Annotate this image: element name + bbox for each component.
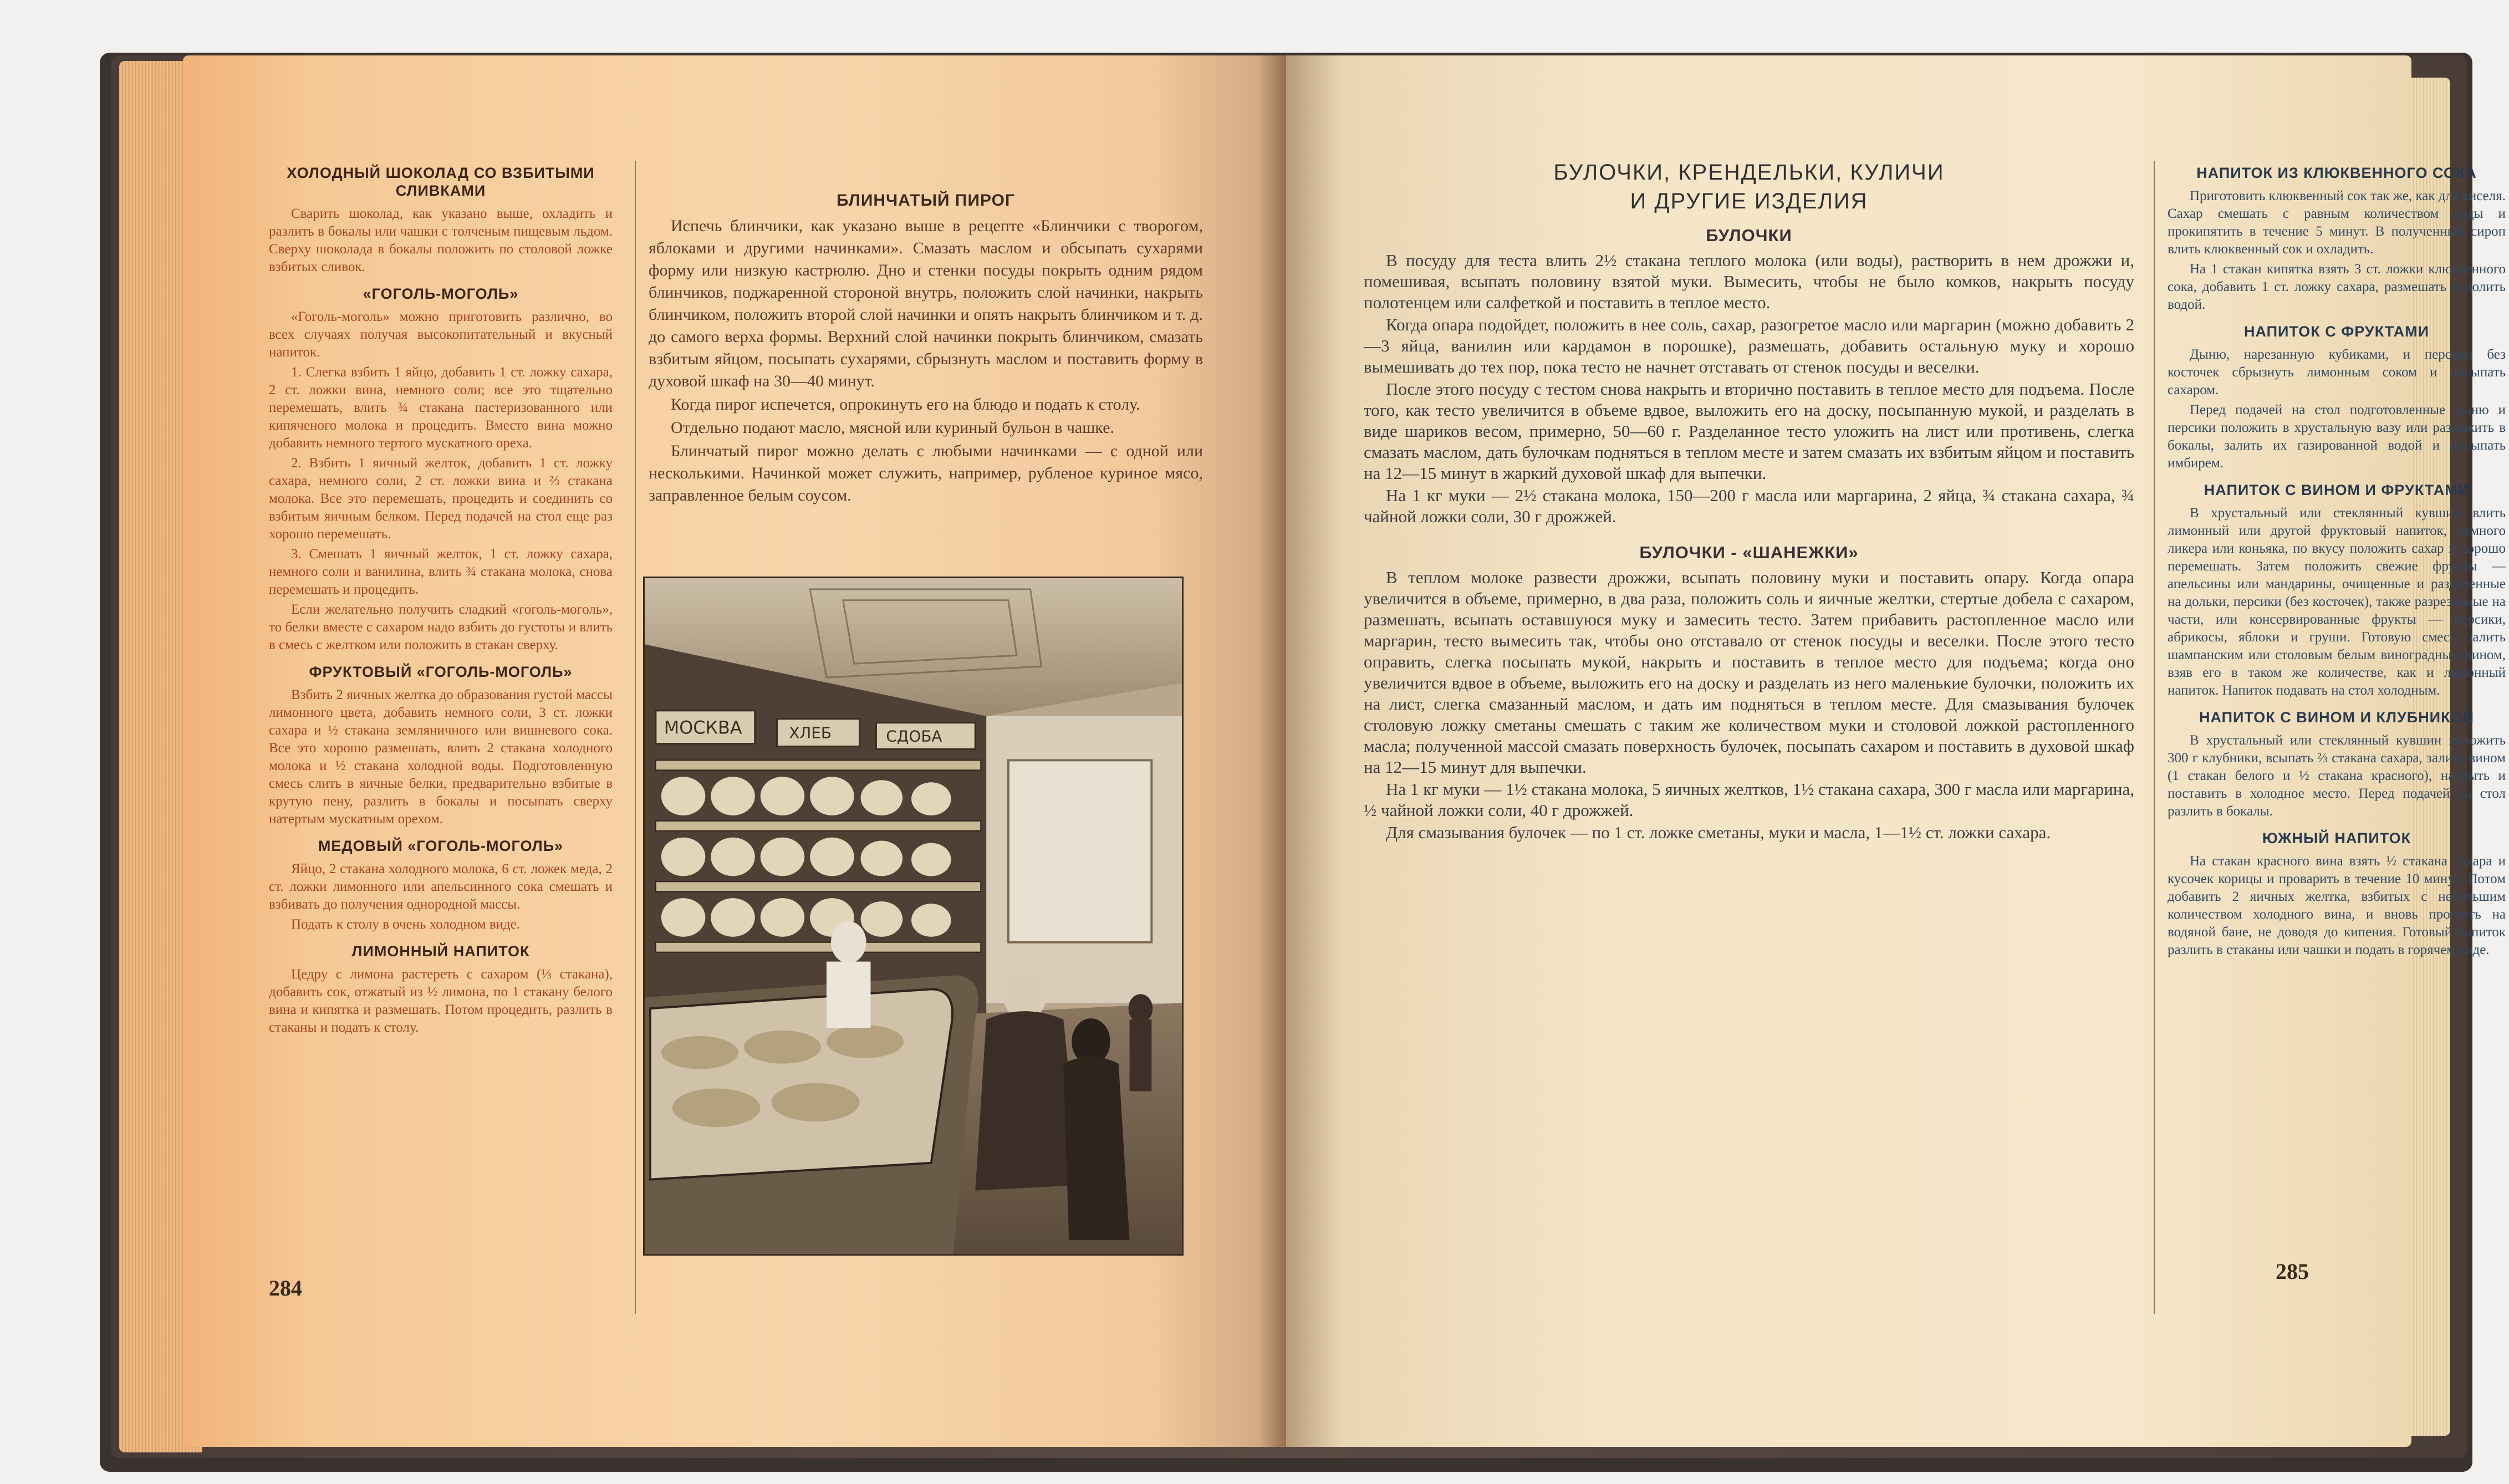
section-cold-chocolate bbox=[269, 164, 613, 276]
section-fruit-gogol-mogol bbox=[269, 663, 613, 828]
paragraph: 3. Смешать 1 яичный желток, 1 ст. ложку сахара, немного соли и ванилина, влить ¾ стакана молока, снова перемешать и процедить. bbox=[269, 547, 613, 597]
left-page-column-1 bbox=[269, 155, 613, 1039]
page-number-right: 285 bbox=[2276, 1259, 2309, 1284]
section-title: НАПИТОК С ВИНОМ И КЛУБНИКОЙ bbox=[2199, 709, 2474, 726]
paragraph: Блинчатый пирог можно делать с любыми начинками — с одной или несколькими. Начинкой может служить, например, рубленое куриное мясо, заправленное белым соусом. bbox=[649, 442, 1203, 504]
section-title: ФРУКТОВЫЙ «ГОГОЛЬ-МОГОЛЬ» bbox=[309, 664, 573, 680]
column-divider bbox=[635, 161, 636, 1314]
page-number-left: 284 bbox=[269, 1276, 302, 1301]
paragraph: В хрустальный или стеклянный кувшин положить 300 г клубники, всыпать ⅔ стакана сахара, залить вином (1 стакан белого и ½ стакана красного), накрыть и поставить в холодное место. Перед подачей на стол разлить в бокалы. bbox=[2168, 733, 2506, 819]
paragraph: Взбить 2 яичных желтка до образования густой массы лимонного цвета, добавить немного соли, 3 ст. ложки сахара и ½ стакана земляничного или вишневого сока. Все это хорошо размешать, влить 2 стакана холодного молока и ½ стакана холодной воды. Подготовленную смесь слить в яичные белки, предварительно взбитые в крутую пену, разлить в бокалы и посыпать сверху натертым мускатным орехом. bbox=[269, 687, 613, 827]
section-title: ЮЖНЫЙ НАПИТОК bbox=[2262, 830, 2411, 846]
bakery-photo bbox=[643, 577, 1184, 1256]
paragraph: Приготовить клюквенный сок так же, как для киселя. Сахар смешать с равным количеством воды и прокипятить в течение 5 минут. В полученный сироп влить клюквенный сок и охладить. bbox=[2168, 188, 2506, 257]
section-title: НАПИТОК С ВИНОМ И ФРУКТАМИ bbox=[2204, 482, 2470, 498]
right-page-main-column bbox=[1364, 158, 2134, 844]
paragraph: «Гоголь-моголь» можно приготовить различно, во всех случаях получая высокопитательный и вкусный напиток. bbox=[269, 309, 613, 360]
photo-sign-right: СДОБА bbox=[886, 727, 942, 746]
section-cranberry-drink bbox=[2168, 164, 2506, 314]
section-wine-fruit-drink bbox=[2168, 481, 2506, 700]
section-shanezhki bbox=[1364, 544, 2134, 843]
section-title: ХОЛОДНЫЙ ШОКОЛАД СО ВЗБИТЫМИ СЛИВКАМИ bbox=[287, 165, 595, 199]
chapter-title-line-1: БУЛОЧКИ, КРЕНДЕЛЬКИ, КУЛИЧИ bbox=[1553, 160, 1945, 185]
section-title: БУЛОЧКИ bbox=[1706, 226, 1792, 245]
section-title: БУЛОЧКИ - «ШАНЕЖКИ» bbox=[1639, 543, 1859, 562]
section-title: НАПИТОК С ФРУКТАМИ bbox=[2243, 323, 2430, 340]
photo-sign-mid: ХЛЕБ bbox=[789, 723, 832, 742]
right-page-side-column bbox=[2168, 155, 2506, 961]
paragraph: Цедру с лимона растереть с сахаром (⅓ стакана), добавить сок, отжатый из ½ лимона, по 1 стакану белого вина и кипятка и размешать. Потом процедить, разлить в стаканы и подать к столу. bbox=[269, 967, 613, 1035]
column-divider bbox=[2154, 161, 2155, 1314]
section-honey-gogol-mogol bbox=[269, 837, 613, 934]
right-page bbox=[1286, 55, 2506, 1447]
paragraph: На 1 кг муки — 1½ стакана молока, 5 яичных желтков, 1½ стакана сахара, 300 г масла или маргарина, ½ чайной ложки соли, 40 г дрожжей. bbox=[1364, 779, 2134, 820]
photo-sign-left: МОСКВА bbox=[664, 717, 742, 738]
paragraph: Если желательно получить сладкий «гоголь-моголь», то белки вместе с сахаром надо взбить до густоты и влить в смесь с желтком или положить в стакан сверху. bbox=[269, 602, 613, 652]
paragraph: Перед подачей на стол подготовленные дыню и персики положить в хрустальную вазу или разложить в бокалы, залить их газированной водой и посыпать имбирем. bbox=[2168, 402, 2506, 471]
section-wine-strawberry-drink bbox=[2168, 708, 2506, 820]
paragraph: Для смазывания булочек — по 1 ст. ложке сметаны, муки и масла, 1—1½ ст. ложки сахара. bbox=[1386, 823, 2051, 842]
paragraph: Яйцо, 2 стакана холодного молока, 6 ст. ложек меда, 2 ст. ложки лимонного или апельсинного сока смешать и взбивать до получения однородной массы. bbox=[269, 861, 613, 912]
section-gogol-mogol bbox=[269, 285, 613, 654]
paragraph: В хрустальный или стеклянный кувшин влить лимонный или другой фруктовый напиток, немного ликера или коньяка, по вкусу положить сахар и хорошо перемешать. Затем положить свежие фрукты — апельсины или мандарины, очищенные и разделенные на дольки, персики (без косточек), также разрезанные на части, или консервированные фрукты — персики, абрикосы, яблоки и груши. Готовую смесь залить шампанским или столовым белым виноградным вином, взяв его в таком же количестве, как и лимонный напиток. Напиток подавать на стол холодным. bbox=[2168, 506, 2506, 698]
section-title: ЛИМОННЫЙ НАПИТОК bbox=[351, 943, 530, 960]
section-fruit-drink bbox=[2168, 323, 2506, 472]
section-southern-drink bbox=[2168, 829, 2506, 959]
paragraph: 1. Слегка взбить 1 яйцо, добавить 1 ст. ложку сахара, 2 ст. ложки вина, немного соли; все это тщательно перемешать, влить ¾ стакана пастеризованного или кипяченого молока и процедить. Вместо вина можно добавить немного тертого мускатного ореха. bbox=[269, 365, 613, 451]
paragraph: На 1 стакан кипятка взять 3 ст. ложки клюквенного сока, добавить 1 ст. ложку сахара, размешать и долить водой. bbox=[2168, 262, 2506, 312]
paragraph: Когда опара подойдет, положить в нее соль, сахар, разогретое масло или маргарин (можно добавить 2—3 яйца, ванилин или кардамон в порошке), размешать, добавить остальную муку и хорошо вымешивать до тех пор, пока тесто не начнет отставать от стенок посуды и веселки. bbox=[1364, 315, 2134, 376]
paragraph: В посуду для теста влить 2½ стакана теплого молока (или воды), растворить в нем дрожжи и, помешивая, всыпать половину взятой муки. Вымесить, чтобы не было комков, накрыть посуду полотенцем или салфеткой и поставить в теплое место. bbox=[1364, 251, 2134, 312]
left-page-column-2 bbox=[649, 183, 1203, 508]
paragraph: Дыню, нарезанную кубиками, и персики без косточек сбрызнуть лимонным соком и посыпать сахаром. bbox=[2168, 347, 2506, 397]
paragraph: На 1 кг муки — 2½ стакана молока, 150—200 г масла или маргарина, 2 яйца, ¾ стакана сахара, ¾ чайной ложки соли, 30 г дрожжей. bbox=[1364, 486, 2134, 526]
paragraph: После этого посуду с тестом снова накрыть и вторично поставить в теплое место для подъема. После того, как тесто увеличится в объеме вдвое, выложить его на доску, посыпанную мукой, и разделать в виде шариков весом, примерно, 50—60 г. Разделанное тесто уложить на лист или противень, слегка смазать маслом, дать булочкам подняться в теплом месте и затем смазать их взбитым яйцом и поставить на 12—15 минут в жаркий духовой шкаф для выпечки. bbox=[1364, 379, 2134, 483]
paragraph: Сварить шоколад, как указано выше, охладить и разлить в бокалы или чашки с толченым пищевым льдом. Сверху шоколада в бокалы положить по столовой ложке взбитых сливок. bbox=[269, 206, 613, 274]
section-lemon-drink bbox=[269, 942, 613, 1037]
chapter-title-line-2: И ДРУГИЕ ИЗДЕЛИЯ bbox=[1630, 189, 1868, 213]
section-buns bbox=[1364, 227, 2134, 527]
paragraph: Когда пирог испечется, опрокинуть его на блюдо и подать к столу. bbox=[671, 395, 1140, 414]
paragraph: 2. Взбить 1 яичный желток, добавить 1 ст. ложку сахара, немного соли, 2 ст. ложки вина и ⅔ стакана молока. Все это перемешать, процедить и соединить со взбитым яичным белком. Перед подачей на стол еще раз хорошо перемешать. bbox=[269, 456, 613, 542]
section-title: НАПИТОК ИЗ КЛЮКВЕННОГО СОКА bbox=[2196, 165, 2477, 181]
paragraph: Отдельно подают масло, мясной или куриный бульон в чашке. bbox=[671, 419, 1115, 437]
chapter-title bbox=[1364, 158, 2134, 216]
bakery-photo-drawing bbox=[645, 578, 1182, 1254]
section-title-pancake-pie: БЛИНЧАТЫЙ ПИРОГ bbox=[836, 191, 1016, 210]
section-title: МЕДОВЫЙ «ГОГОЛЬ-МОГОЛЬ» bbox=[318, 838, 564, 854]
section-title: «ГОГОЛЬ-МОГОЛЬ» bbox=[363, 285, 519, 302]
paragraph: Испечь блинчики, как указано выше в рецепте «Блинчики с творогом, яблоками и другими начинками». Смазать маслом и обсыпать сухарями форму или низкую кастрюлю. Дно и стенки посуды покрыть одним рядом блинчиков, поджаренной стороной внутрь, положить слой начинки, накрыть блинчиком, положить второй слой начинки и опять накрыть блинчиком и т. д. до самого верха формы. Верхний слой начинки покрыть блинчиком, смазать взбитым яйцом, посыпать сухарями, сбрызнуть маслом и поставить форму в духовой шкаф на 30—40 минут. bbox=[649, 217, 1203, 390]
paragraph: Подать к столу в очень холодном виде. bbox=[291, 917, 521, 932]
paragraph: На стакан красного вина взять ½ стакана сахара и кусочек корицы и проварить в течение 10 минут. Потом добавить 2 яичных желтка, взбитых с небольшим количеством холодного вина, и вновь прогреть на водяной бане, не доводя до кипения. Готовый напиток разлить в стаканы или чашки и подать в горячем виде. bbox=[2168, 854, 2506, 957]
paragraph: В теплом молоке развести дрожжи, всыпать половину муки и поставить опару. Когда опара увеличится в объеме, примерно, в два раза, положить соль и яичные желтки, стертые добела с сахаром, размешать, всыпать оставшуюся муку и замесить тесто. Затем прибавить растопленное масло или маргарин, тесто вымесить так, чтобы оно отставало от стенок посуды и веселки. После этого тесто оправить, слегка посыпать мукой, накрыть и поставить в теплое место для подъема; когда оно увеличится вдвое в объеме, выложить его на доску и разделать из него маленькие булочки, положить их на лист, слегка смазанный маслом, и дать им подняться в теплом месте. Для смазывания булочек столовую ложку сметаны смешать с таким же количеством муки и столовой ложкой растопленного масла; полученной массой смазать поверхность булочек, посыпать сахаром и поставить в духовой шкаф на 12—15 минут для выпечки. bbox=[1364, 568, 2134, 777]
